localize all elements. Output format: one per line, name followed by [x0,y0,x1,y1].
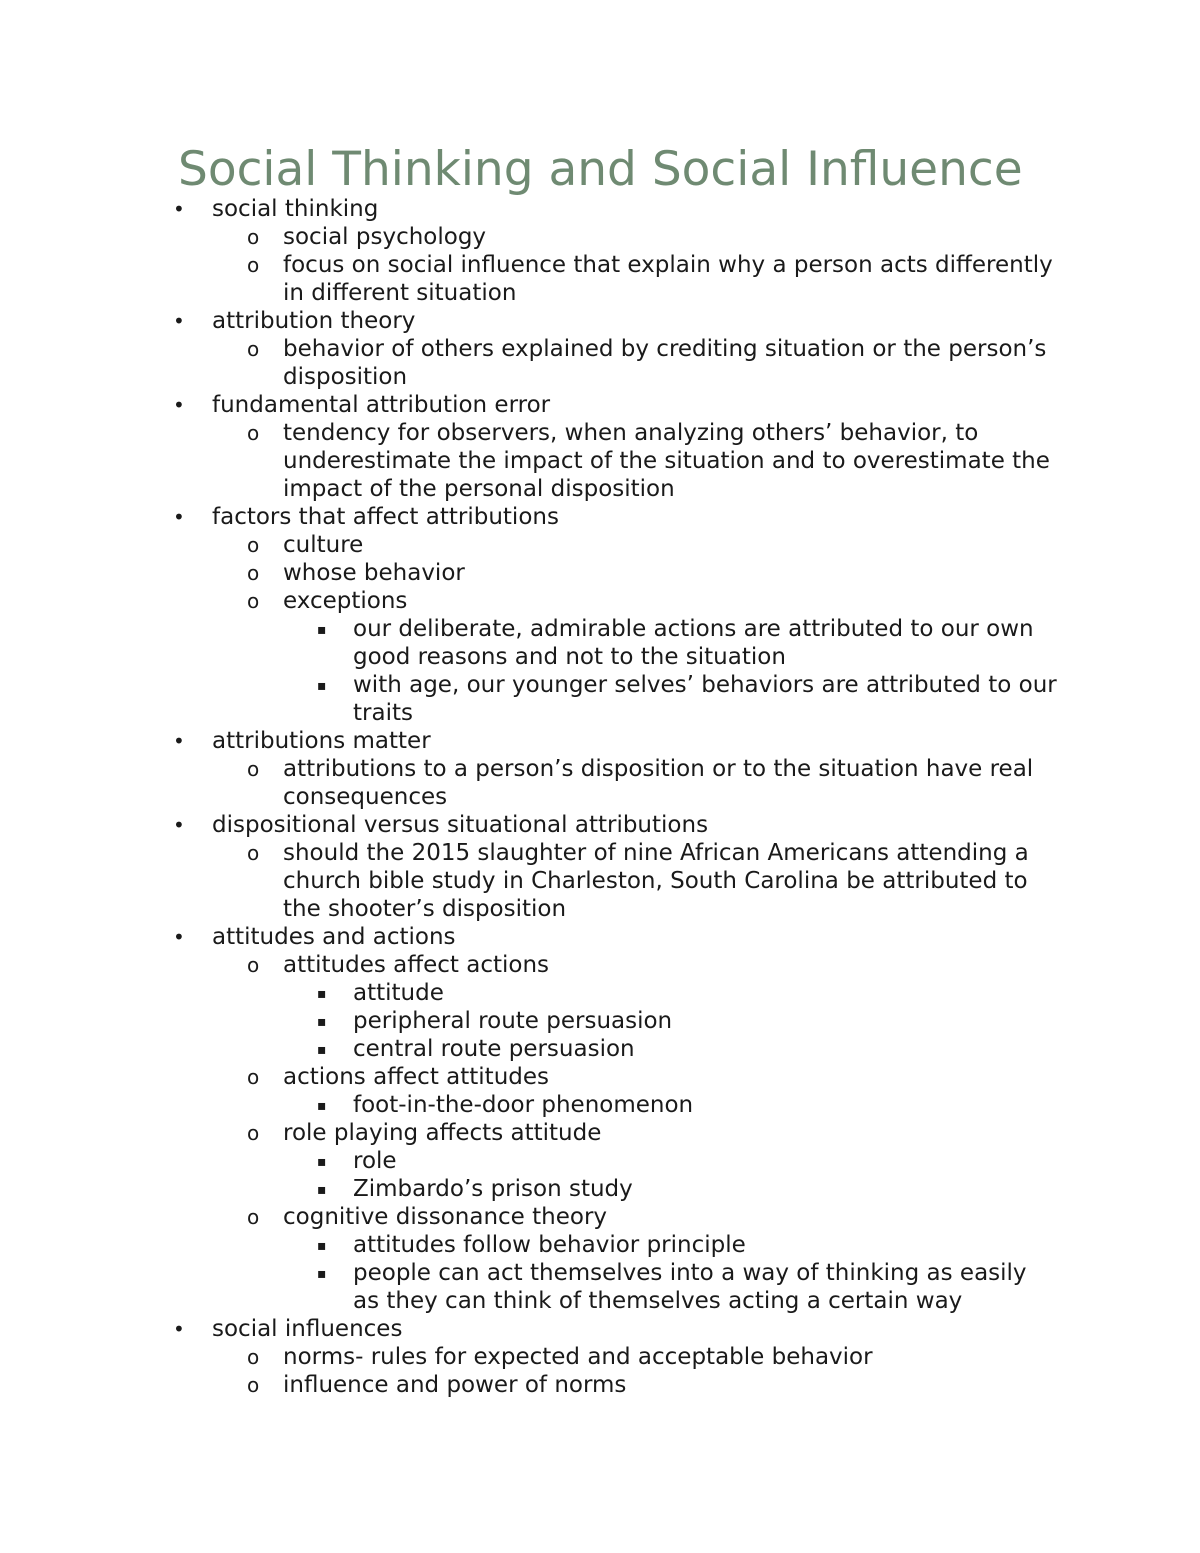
outline-item-text: whose behavior [283,560,465,586]
outline-item-level-3 [0,1007,1200,1035]
outline-item-level-3 [0,671,1200,727]
outline-item-level-3 [0,1035,1200,1063]
outline-item-text: norms- rules for expected and acceptable behavior [283,1344,873,1370]
bullet-marker-icon: • [173,729,185,753]
bullet-marker-icon: o [247,589,260,613]
outline-item-text: behavior of others explained by crediting situation or the person’s disposition [283,336,1047,390]
outline-item-level-3 [0,1147,1200,1175]
outline-item-level-2 [0,531,1200,559]
bullet-marker-icon: o [247,757,260,781]
outline-item-level-1 [0,1315,1200,1343]
bullet-marker-icon: ▪ [317,1266,327,1282]
outline-item-level-2 [0,1371,1200,1399]
bullet-marker-icon: ▪ [317,622,327,638]
bullet-marker-icon: • [173,197,185,221]
outline-item-level-2 [0,951,1200,979]
outline-item-text: attributions matter [212,728,431,754]
outline-item-text: exceptions [283,588,408,614]
bullet-marker-icon: o [247,841,260,865]
outline-item-level-2 [0,335,1200,391]
outline-item-text: attitudes affect actions [283,952,550,978]
outline-item-text: attribution theory [212,308,416,334]
bullet-marker-icon: • [173,925,185,949]
bullet-marker-icon: • [173,813,185,837]
outline-item-level-2 [0,559,1200,587]
bullet-marker-icon: o [247,421,260,445]
outline-item-text: fundamental attribution error [212,392,551,418]
outline-item-level-3 [0,1231,1200,1259]
bullet-marker-icon: o [247,561,260,585]
outline-item-level-3 [0,1259,1200,1315]
outline-item-level-2 [0,1063,1200,1091]
outline-item-text: social psychology [283,224,487,250]
outline-item-level-1 [0,727,1200,755]
bullet-marker-icon: o [247,253,260,277]
outline-item-text: peripheral route persuasion [353,1008,673,1034]
outline-item-level-2 [0,839,1200,923]
outline-item-level-2 [0,1203,1200,1231]
outline-item-level-1 [0,923,1200,951]
outline-item-level-2 [0,223,1200,251]
outline-item-text: culture [283,532,364,558]
bullet-marker-icon: ▪ [317,1154,327,1170]
bullet-marker-icon: o [247,1345,260,1369]
bullet-marker-icon: ▪ [317,1182,327,1198]
bullet-marker-icon: ▪ [317,1238,327,1254]
bullet-marker-icon: o [247,1373,260,1397]
outline-item-text: role playing affects attitude [283,1120,602,1146]
outline-item-text: attitude [353,980,444,1006]
outline-item-text: foot-in-the-door phenomenon [353,1092,694,1118]
outline-item-text: tendency for observers, when analyzing others’ behavior, to underestimate the impact of the situation and to overestimate the impact of the personal disposition [283,420,1050,502]
bullet-marker-icon: o [247,1205,260,1229]
bullet-marker-icon: ▪ [317,986,327,1002]
outline-item-level-2 [0,251,1200,307]
outline-item-level-2 [0,1119,1200,1147]
bullet-marker-icon: • [173,1317,185,1341]
bullet-marker-icon: o [247,1065,260,1089]
outline-item-text: social thinking [212,196,379,222]
outline-item-level-1 [0,307,1200,335]
outline-item-text: actions affect attitudes [283,1064,550,1090]
outline-item-text: influence and power of norms [283,1372,627,1398]
outline-item-text: Zimbardo’s prison study [353,1176,633,1202]
outline-item-text: attributions to a person’s disposition or to the situation have real consequences [283,756,1034,810]
outline-item-level-1 [0,195,1200,223]
page-title: Social Thinking and Social Influence [178,142,1023,197]
outline-item-text: focus on social influence that explain why a person acts differently in different situation [283,252,1053,306]
outline-item-level-2 [0,1343,1200,1371]
outline-item-text: cognitive dissonance theory [283,1204,608,1230]
outline-item-level-2 [0,755,1200,811]
outline-item-text: with age, our younger selves’ behaviors are attributed to our traits [353,672,1057,726]
outline-item-text: role [353,1148,397,1174]
outline-item-text: attitudes follow behavior principle [353,1232,746,1258]
outline-item-text: our deliberate, admirable actions are attributed to our own good reasons and not to the situation [353,616,1034,670]
outline-item-text: central route persuasion [353,1036,635,1062]
bullet-marker-icon: • [173,393,185,417]
bullet-marker-icon: ▪ [317,1098,327,1114]
bullet-marker-icon: • [173,309,185,333]
outline-item-text: dispositional versus situational attributions [212,812,709,838]
outline-list [0,195,1200,1399]
bullet-marker-icon: • [173,505,185,529]
bullet-marker-icon: o [247,337,260,361]
outline-item-level-3 [0,615,1200,671]
bullet-marker-icon: ▪ [317,678,327,694]
outline-item-level-2 [0,419,1200,503]
outline-item-text: attitudes and actions [212,924,456,950]
bullet-marker-icon: ▪ [317,1042,327,1058]
outline-item-text: social influences [212,1316,403,1342]
outline-item-level-3 [0,979,1200,1007]
outline-item-text: should the 2015 slaughter of nine African Americans attending a church bible study in Charleston, South Carolina be attributed to the shooter’s disposition [283,840,1029,922]
outline-item-level-1 [0,811,1200,839]
outline-item-level-3 [0,1175,1200,1203]
bullet-marker-icon: o [247,953,260,977]
bullet-marker-icon: o [247,1121,260,1145]
bullet-marker-icon: o [247,225,260,249]
outline-item-level-1 [0,391,1200,419]
bullet-marker-icon: ▪ [317,1014,327,1030]
outline-item-text: factors that affect attributions [212,504,559,530]
outline-item-level-2 [0,587,1200,615]
outline-item-text: people can act themselves into a way of thinking as easily as they can think of themselves acting a certain way [353,1260,1027,1314]
outline-item-level-1 [0,503,1200,531]
outline-item-level-3 [0,1091,1200,1119]
bullet-marker-icon: o [247,533,260,557]
